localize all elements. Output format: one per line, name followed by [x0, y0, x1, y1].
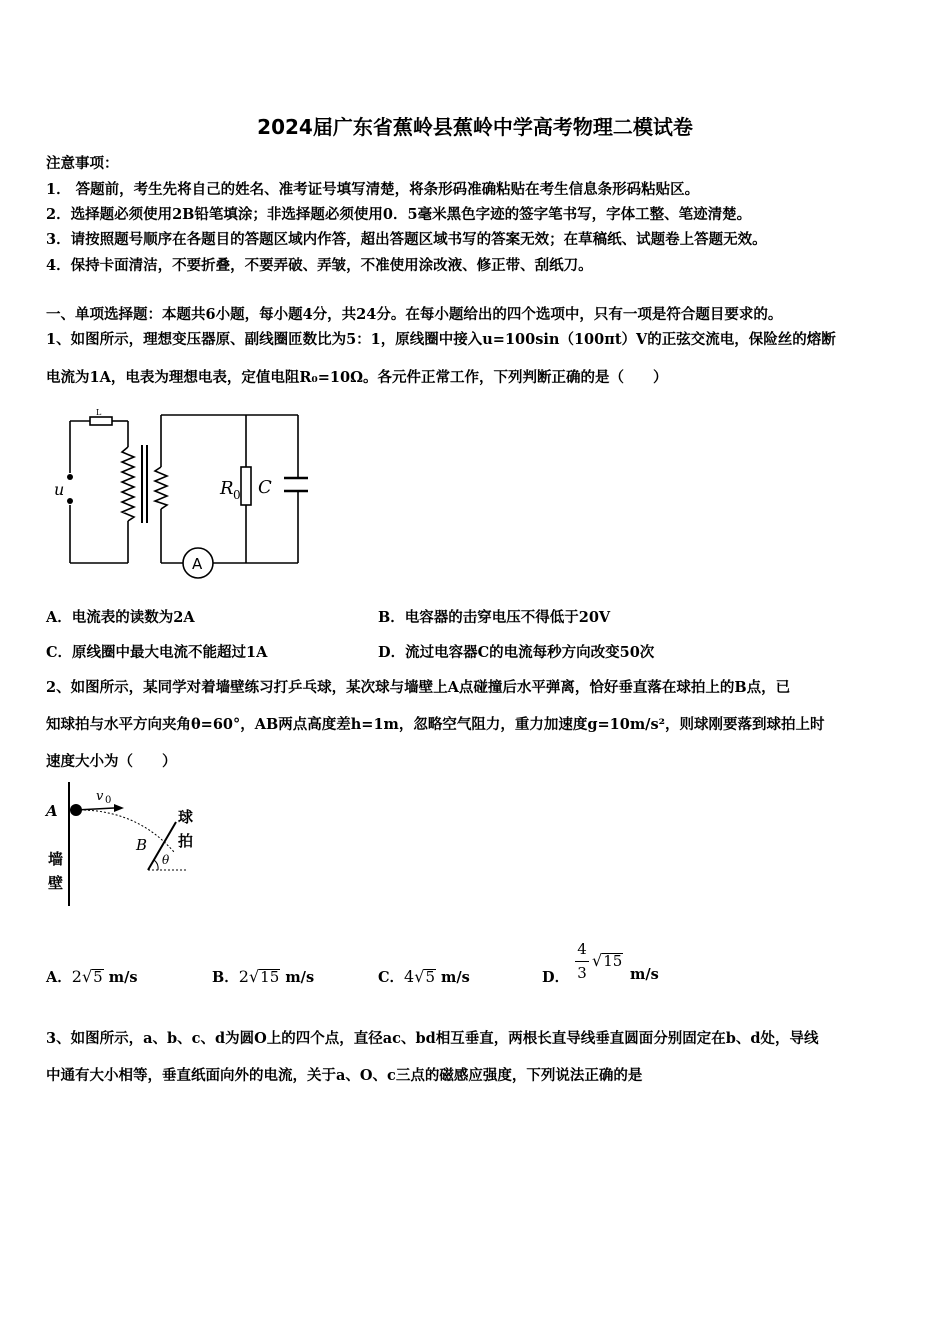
label-bat-2: 拍 [178, 832, 194, 850]
q1-option-d[interactable]: D．流过电容器C的电流每秒方向改变50次 [378, 644, 655, 661]
label-a: A [46, 802, 58, 820]
q2-option-c[interactable]: C．4√5 m/s [378, 967, 470, 986]
q2-stem-line1: 2、如图所示，某同学对着墙壁练习打乒乓球，某次球与墙壁上A点碰撞后水平弹离，恰好垂直落在球拍上的B点，已 [46, 679, 791, 696]
q1-option-b[interactable]: B．电容器的击穿电压不得低于20V [378, 609, 611, 626]
q2-option-d-sqrt: √15 [592, 951, 623, 970]
ball [70, 804, 82, 816]
q2-option-d-unit: m/s [630, 966, 659, 983]
primary-coil [122, 447, 134, 521]
label-v0-sub: 0 [105, 795, 112, 806]
q2-wall-diagram [44, 780, 204, 910]
q3-stem-line1: 3、如图所示，a、b、c、d为圆O上的四个点，直径ac、bd相互垂直，两根长直导线垂直圆面分别固定在b、d处，导线 [46, 1030, 819, 1047]
q2-option-d-denominator: 3 [577, 964, 587, 982]
q2-option-b[interactable]: B．2√15 m/s [212, 967, 315, 986]
notice-item: 3．请按照题号顺序在各题目的答题区域内作答，超出答题区域书写的答案无效；在草稿纸、试题卷上答题无效。 [46, 231, 767, 248]
notice-heading: 注意事项： [46, 155, 119, 172]
page-title: 2024届广东省蕉岭县蕉岭中学高考物理二模试卷 [257, 115, 693, 139]
q1-option-a[interactable]: A．电流表的读数为2A [46, 609, 195, 626]
q1-circuit-diagram [48, 405, 308, 580]
notice-item: 2．选择题必须使用2B铅笔填涂；非选择题必须使用0．5毫米黑色字迹的签字笔书写，字体工整、笔迹清楚。 [46, 206, 752, 223]
label-fuse: L [96, 408, 102, 417]
label-v0: v [96, 789, 104, 804]
label-theta: θ [162, 853, 170, 867]
label-bat-1: 球 [178, 808, 194, 826]
notice-item: 1． 答题前，考生先将自己的姓名、准考证号填写清楚，将条形码准确粘贴在考生信息条形码粘贴区。 [46, 181, 700, 198]
label-r0-sub: 0 [233, 488, 241, 502]
q2-option-d[interactable]: D． [542, 969, 570, 986]
notice-item: 4．保持卡面清洁，不要折叠，不要弄破、弄皱，不准使用涂改液、修正带、刮纸刀。 [46, 257, 593, 274]
q1-option-c[interactable]: C．原线圈中最大电流不能超过1A [46, 644, 268, 661]
label-u: u [54, 480, 65, 499]
q1-stem-line2: 电流为1A，电表为理想电表，定值电阻R₀=10Ω。各元件正常工作，下列判断正确的是（ ） [46, 369, 668, 386]
label-b: B [136, 836, 148, 854]
fuse-symbol [90, 417, 112, 425]
q1-stem-line1: 1、如图所示，理想变压器原、副线圈匝数比为5：1，原线圈中接入u=100sin（100πt）V的正弦交流电，保险丝的熔断 [46, 331, 836, 348]
secondary-coil [155, 467, 167, 509]
section-heading: 一、单项选择题：本题共6小题，每小题4分，共24分。在每小题给出的四个选项中，只有一项是符合题目要求的。 [46, 306, 783, 323]
label-wall-1: 墙 [48, 850, 64, 868]
resistor-r0 [241, 467, 251, 505]
q2-stem-line3: 速度大小为（ ） [46, 753, 177, 770]
q2-option-a[interactable]: A．2√5 m/s [46, 967, 138, 986]
label-ammeter: A [192, 555, 203, 573]
label-wall-2: 壁 [48, 874, 64, 892]
q2-option-d-numerator: 4 [577, 940, 587, 958]
q2-stem-line2: 知球拍与水平方向夹角θ=60°，AB两点高度差h=1m，忽略空气阻力，重力加速度g=10m/s²，则球刚要落到球拍上时 [46, 716, 825, 733]
label-c: C [258, 477, 272, 498]
ball-trajectory [84, 810, 174, 852]
q3-stem-line2: 中通有大小相等，垂直纸面向外的电流，关于a、O、c三点的磁感应强度，下列说法正确的是 [46, 1067, 643, 1084]
fraction-bar [575, 961, 589, 962]
label-r0: R [220, 478, 234, 499]
